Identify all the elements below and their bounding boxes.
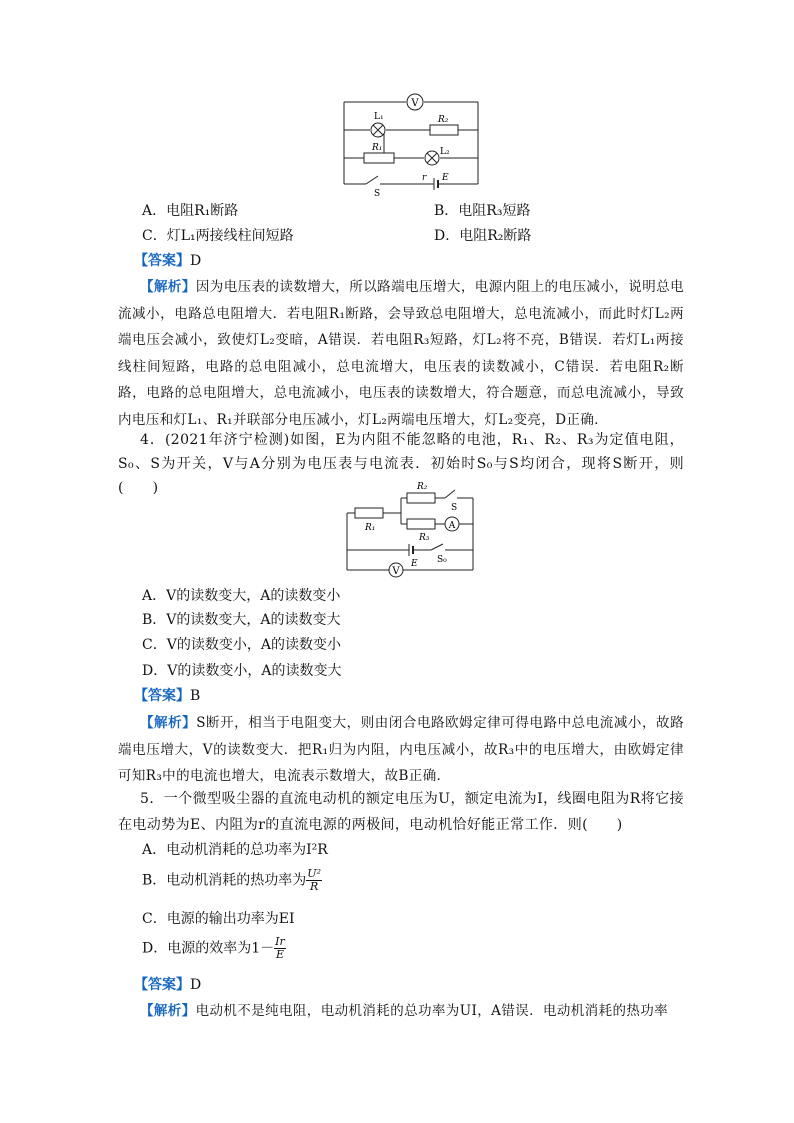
q5-analysis: 【解析】电动机不是纯电阻，电动机消耗的总功率为UI，A错误．电动机消耗的热功率 (140, 1003, 669, 1019)
q4-option-a: A．V的读数变大，A的读数变小 (142, 588, 341, 604)
d2-s0-label: S₀ (437, 555, 447, 565)
q3-option-d: D．电阻R₂断路 (434, 228, 532, 244)
q4-stem: 4．(2021年济宁检测)如图，E为内阻不能忽略的电池，R₁、R₂、R₃为定值电阻，S₀、S为开关，V与A分别为电压表与电流表．初始时S₀与S均闭合，现将S断开，则( ) (118, 432, 684, 496)
q4-analysis: 【解析】S断开，相当于电阻变大，则由闭合电路欧姆定律可得电路中总电流减小，故路端电压增大，V的读数变大．把R₁归为内阻，内电压减小，故R₃中的电压增大，由欧姆定律可知R₃中的电流也增大，电流表示数增大，故B正确． (118, 715, 684, 784)
q3-option-b: B．电阻R₃短路 (434, 203, 531, 219)
q5-option-d: D．电源的效率为1－ $\frac{Ir}{E}$ (142, 935, 285, 961)
s-label: S (374, 189, 381, 199)
circuit-diagram-1 (336, 92, 486, 200)
q4-answer: 【答案】B (134, 688, 201, 704)
q3-option-c: C．灯L₁两接线柱间短路 (142, 228, 294, 244)
voltmeter-label: V (411, 98, 419, 109)
q5-option-a: A．电动机消耗的总功率为I²R (142, 842, 328, 858)
r1-label: R₁ (372, 143, 383, 153)
r2-label: R₂ (438, 115, 449, 125)
d2-s-label: S (451, 503, 458, 513)
d2-r3-label: R₃ (419, 533, 430, 543)
q3-analysis: 【解析】因为电压表的读数增大，所以路端电压增大，电源内阻上的电压减小，说明总电流减小，电路总电阻增大．若电阻R₁断路，会导致总电阻增大，总电流减小，而此时灯L₂两端电压会减小，致使灯L₂变暗，A错误．若电阻R₃短路，灯L₂将不亮，B错误．若灯L₁两接线柱间短路，电路的总电阻减小，总电流增大，电压表的读数减小，C错误．若电阻R₂断路，电路的总电阻增大，总电流减小，电压表的读数增大，符合题意，而总电流减小，导致内电压和灯L₁、R₁并联部分电压减小，灯L₂两端电压增大，灯L₂变亮，D正确． (118, 279, 685, 428)
d2-r2-label: R₂ (417, 482, 428, 492)
q5-option-c: C．电源的输出功率为EI (142, 911, 295, 927)
q4-option-c: C．V的读数变小，A的读数变小 (142, 637, 341, 653)
l2-label: L₂ (440, 147, 450, 157)
q5-stem: 5．一个微型吸尘器的直流电动机的额定电压为U，额定电流为I，线圈电阻为R将它接在电动势为E、内阻为r的直流电源的两极间，电动机恰好能正常工作．则( ) (118, 791, 684, 833)
e-label: E (442, 173, 449, 183)
q3-answer: 【答案】D (134, 253, 202, 269)
q5-answer: 【答案】D (134, 977, 202, 993)
fraction: $\frac{Ir}{E}$ (275, 935, 285, 961)
q3-option-a: A．电阻R₁断路 (142, 203, 239, 219)
circuit-diagram-2 (343, 478, 483, 580)
d2-r1-label: R₁ (365, 523, 376, 533)
d2-v-label: V (392, 566, 400, 577)
r-label: r (422, 173, 427, 183)
fraction: $\frac{\text{U²}}{R}$ (307, 867, 321, 893)
q4-option-d: D．V的读数变小，A的读数变大 (142, 663, 342, 679)
d2-e-label: E (411, 559, 418, 569)
q4-option-b: B．V的读数变大，A的读数变大 (142, 612, 341, 628)
l1-label: L₁ (374, 112, 384, 122)
d2-a-label: A (448, 521, 456, 531)
q5-option-b: B．电动机消耗的热功率为 $\frac{\text{U²}}{R}$ (142, 867, 321, 893)
